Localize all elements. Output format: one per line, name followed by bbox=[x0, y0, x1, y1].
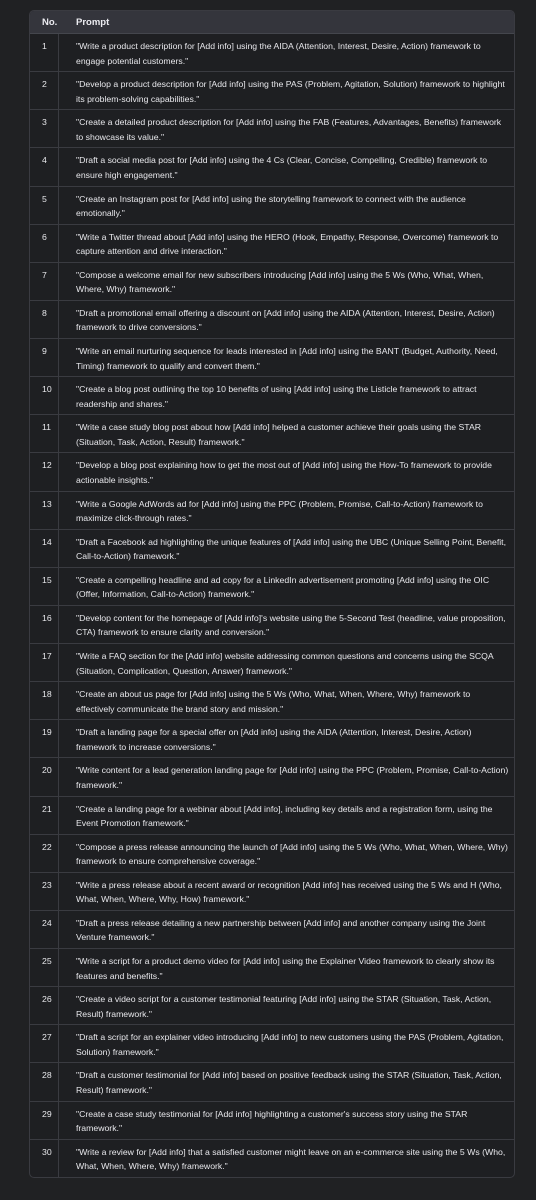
table-header bbox=[30, 11, 514, 34]
table-row bbox=[30, 453, 514, 491]
table-row bbox=[30, 377, 514, 415]
row-number: 18 bbox=[30, 682, 59, 719]
row-number: 8 bbox=[30, 301, 59, 338]
table-row bbox=[30, 339, 514, 377]
table-row bbox=[30, 225, 514, 263]
table-row bbox=[30, 72, 514, 110]
row-prompt: "Draft a landing page for a special offer on [Add info] using the AIDA (Attention, Interest, Desire, Action) framework to increase conversions." bbox=[76, 727, 472, 752]
table-row bbox=[30, 34, 514, 72]
row-number: 6 bbox=[30, 225, 59, 262]
row-prompt: "Write a press release about a recent award or recognition [Add info] has received using the 5 Ws and H (Who, What, When, Where, Why, How) framework." bbox=[76, 879, 502, 905]
table-row bbox=[30, 987, 514, 1025]
row-prompt: "Create an Instagram post for [Add info] using the storytelling framework to connect with the audience emotionally." bbox=[76, 193, 466, 218]
row-number: 25 bbox=[30, 949, 59, 986]
column-header-no: No. bbox=[42, 16, 58, 28]
table-row bbox=[30, 263, 514, 301]
row-prompt: "Create a detailed product description for [Add info] using the FAB (Features, Advantages, Benefits) framework to showcase its value." bbox=[76, 117, 502, 142]
row-prompt: "Draft a customer testimonial for [Add info] based on positive feedback using the STAR (Situation, Task, Action, Result) framework." bbox=[76, 1070, 502, 1095]
table-row bbox=[30, 797, 514, 835]
row-number: 23 bbox=[30, 873, 59, 910]
row-number: 2 bbox=[30, 72, 59, 109]
prompt-table bbox=[29, 10, 515, 1178]
column-header-prompt: Prompt bbox=[76, 16, 110, 28]
row-number: 16 bbox=[30, 606, 59, 643]
table-row bbox=[30, 1063, 514, 1101]
row-prompt: "Draft a promotional email offering a discount on [Add info] using the AIDA (Attention, Interest, Desire, Action) framework to drive conversions." bbox=[76, 307, 495, 333]
row-number: 20 bbox=[30, 758, 59, 795]
row-number: 24 bbox=[30, 911, 59, 948]
row-number: 21 bbox=[30, 797, 59, 834]
table-row bbox=[30, 301, 514, 339]
row-prompt: "Write a Twitter thread about [Add info] using the HERO (Hook, Empathy, Response, Overcome) framework to capture attention and drive interaction." bbox=[76, 231, 499, 257]
table-row bbox=[30, 187, 514, 225]
row-prompt: "Create a compelling headline and ad copy for a LinkedIn advertisement promoting [Add info] using the OIC (Offer, Information, Call-to-Action) framework." bbox=[76, 574, 490, 600]
table-row bbox=[30, 606, 514, 644]
row-number: 9 bbox=[30, 339, 59, 376]
row-number: 17 bbox=[30, 644, 59, 681]
table-row bbox=[30, 148, 514, 186]
table-row bbox=[30, 911, 514, 949]
table-row bbox=[30, 835, 514, 873]
row-prompt: "Write a review for [Add info] that a satisfied customer might leave on an e-commerce site using the 5 Ws (Who, What, When, Where, Why) framework." bbox=[76, 1146, 506, 1172]
row-number: 15 bbox=[30, 568, 59, 605]
row-number: 19 bbox=[30, 720, 59, 757]
table-row bbox=[30, 415, 514, 453]
row-prompt: "Write content for a lead generation landing page for [Add info] using the PPC (Problem, Promise, Call-to-Action) framework." bbox=[76, 765, 509, 790]
row-number: 12 bbox=[30, 453, 59, 490]
row-number: 10 bbox=[30, 377, 59, 414]
row-prompt: "Write a Google AdWords ad for [Add info] using the PPC (Problem, Promise, Call-to-Action) framework to maximize click-through rates." bbox=[76, 498, 483, 523]
table-row bbox=[30, 1025, 514, 1063]
row-prompt: "Create a case study testimonial for [Add info] highlighting a customer's success story using the STAR framework." bbox=[76, 1108, 468, 1133]
row-prompt: "Develop a product description for [Add info] using the PAS (Problem, Agitation, Solution) framework to highlight its problem-solving capabilities." bbox=[76, 79, 505, 104]
row-prompt: "Create a video script for a customer testimonial featuring [Add info] using the STAR (Situation, Task, Action, Result) framework." bbox=[76, 994, 492, 1019]
row-prompt: "Write an email nurturing sequence for leads interested in [Add info] using the BANT (Budget, Authority, Need, Timing) framework to qualify and convert them." bbox=[76, 346, 498, 371]
row-number: 30 bbox=[30, 1140, 59, 1178]
row-prompt: "Write a product description for [Add info] using the AIDA (Attention, Interest, Desire, Action) framework to engage potential customers." bbox=[76, 41, 481, 66]
table-row bbox=[30, 682, 514, 720]
row-number: 7 bbox=[30, 263, 59, 300]
row-number: 26 bbox=[30, 987, 59, 1024]
row-prompt: "Draft a Facebook ad highlighting the unique features of [Add info] using the UBC (Unique Selling Point, Benefit, Call-to-Action) framework." bbox=[76, 536, 507, 562]
row-prompt: "Create a blog post outlining the top 10 benefits of using [Add info] using the Listicle framework to attract readership and shares." bbox=[76, 384, 477, 409]
row-prompt: "Develop a blog post explaining how to get the most out of [Add info] using the How-To framework to provide actionable insights." bbox=[76, 460, 492, 485]
row-number: 4 bbox=[30, 148, 59, 185]
row-number: 11 bbox=[30, 415, 59, 452]
row-number: 3 bbox=[30, 110, 59, 147]
table-row bbox=[30, 949, 514, 987]
table-row bbox=[30, 720, 514, 758]
row-number: 27 bbox=[30, 1025, 59, 1062]
table-row bbox=[30, 530, 514, 568]
table-row bbox=[30, 492, 514, 530]
table-row bbox=[30, 644, 514, 682]
table-row bbox=[30, 110, 514, 148]
row-prompt: "Develop content for the homepage of [Add info]'s website using the 5-Second Test (headline, value proposition, CTA) framework to ensure clarity and conversion." bbox=[76, 612, 506, 638]
row-prompt: "Create a landing page for a webinar about [Add info], including key details and a registration form, using the Event Promotion framework." bbox=[76, 803, 493, 828]
row-number: 5 bbox=[30, 187, 59, 224]
row-prompt: "Write a script for a product demo video for [Add info] using the Explainer Video framework to clearly show its features and benefits." bbox=[76, 956, 495, 981]
table-row bbox=[30, 873, 514, 911]
table-row bbox=[30, 758, 514, 796]
row-number: 13 bbox=[30, 492, 59, 529]
row-prompt: "Compose a press release announcing the launch of [Add info] using the 5 Ws (Who, What, When, Where, Why) framework to ensure comprehensive coverage." bbox=[76, 841, 508, 867]
row-number: 28 bbox=[30, 1063, 59, 1100]
table-row bbox=[30, 1102, 514, 1140]
row-prompt: "Draft a social media post for [Add info] using the 4 Cs (Clear, Concise, Compelling, Credible) framework to ensure high engagement." bbox=[76, 155, 488, 180]
table-row bbox=[30, 568, 514, 606]
row-number: 22 bbox=[30, 835, 59, 872]
row-prompt: "Draft a press release detailing a new partnership between [Add info] and another company using the Joint Venture framework." bbox=[76, 917, 486, 943]
row-number: 14 bbox=[30, 530, 59, 567]
row-prompt: "Write a FAQ section for the [Add info] website addressing common questions and concerns using the SCQA (Situation, Complication, Question, Answer) framework." bbox=[76, 651, 494, 676]
table-body bbox=[30, 34, 514, 1178]
row-prompt: "Create an about us page for [Add info] using the 5 Ws (Who, What, When, Where, Why) framework to effectively communicate the brand story and mission." bbox=[76, 689, 471, 714]
row-prompt: "Write a case study blog post about how [Add info] helped a customer achieve their goals using the STAR (Situation, Task, Action, Result) framework." bbox=[76, 422, 482, 447]
row-number: 1 bbox=[30, 34, 59, 71]
row-prompt: "Draft a script for an explainer video introducing [Add info] to new customers using the PAS (Problem, Agitation, Solution) framework." bbox=[76, 1032, 504, 1057]
row-prompt: "Compose a welcome email for new subscribers introducing [Add info] using the 5 Ws (Who, What, When, Where, Why) framework." bbox=[76, 269, 484, 295]
row-number: 29 bbox=[30, 1102, 59, 1139]
table-row bbox=[30, 1140, 514, 1178]
